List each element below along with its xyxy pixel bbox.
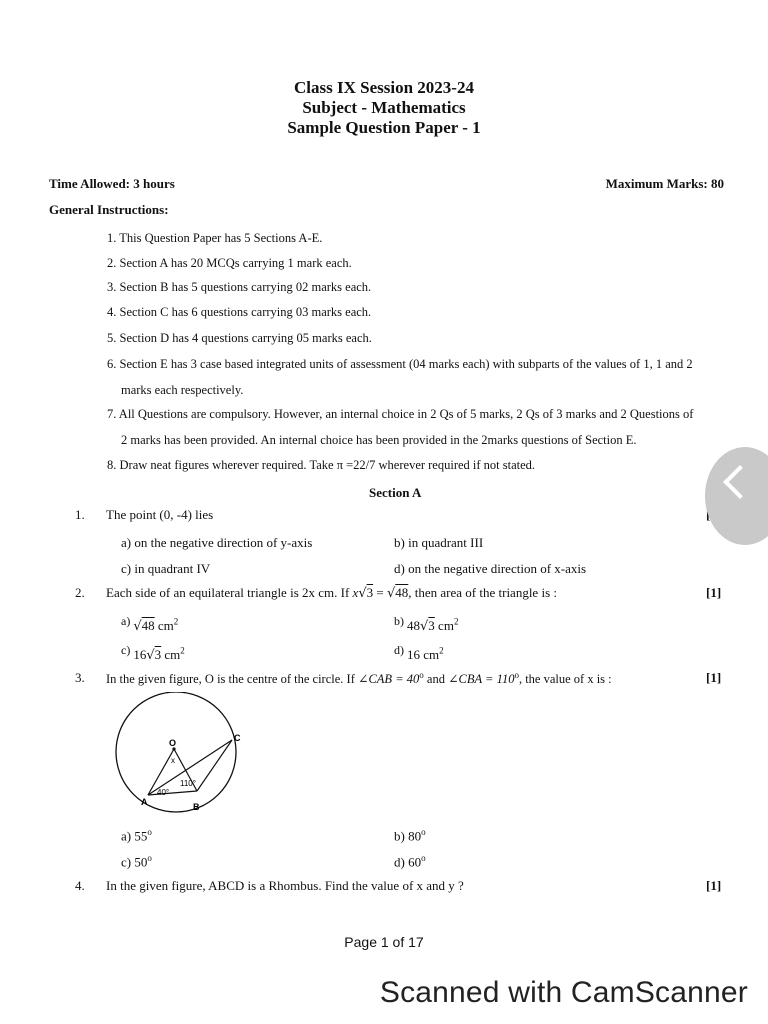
question-number: 4. [75,878,85,893]
maximum-marks: Maximum Marks: 80 [605,176,724,191]
time-allowed: Time Allowed: 3 hours [49,176,175,191]
question-text-pre: Each side of an equilateral triangle is 2x cm. If [106,585,350,600]
option-label: b) [394,614,404,628]
option-label: c) [121,643,131,657]
unit: cm [423,647,440,662]
question-marks: [1] [706,670,722,685]
label-angle-110: 110° [180,779,196,788]
option-a [121,614,178,634]
option-c: c) in quadrant IV [121,561,211,576]
unit: cm [438,618,454,633]
question-text [106,585,557,601]
instruction-item: 6. Section E has 3 case based integrated units of assessment (04 marks each) with subparts of the values of 1, 1 and 2 [107,357,693,371]
option-b: b) in quadrant III [394,535,484,550]
option-text: a) 55 [121,828,148,844]
exponent: 2 [453,616,459,627]
option-text: c) 50 [121,854,148,870]
degree-mark: o [421,827,426,837]
question-text: The point (0, -4) lies [106,507,214,522]
question-text-pre: In the given figure, O is the centre of the circle. If [106,672,355,687]
instruction-item-continued: marks each respectively. [121,383,244,397]
label-a: A [141,797,148,807]
unit: cm [164,647,181,662]
option-c [121,643,185,663]
label-c: C [234,733,241,743]
paper-class-session: Class IX Session 2023-24 [294,78,474,97]
question-marks: [1] [706,585,722,600]
degree-mark: o [147,827,152,837]
exponent: 2 [439,645,444,656]
section-heading: Section A [369,485,422,500]
option-c [121,853,152,870]
circle-figure [108,692,248,817]
radicand: 48 [141,618,155,633]
radicand: 3 [366,585,374,600]
angle-cab: ∠CAB = 40 [357,672,420,687]
question-text: In the given figure, ABCD is a Rhombus. Find the value of x and y ? [106,878,464,893]
paper-title: Sample Question Paper - 1 [287,118,481,137]
sqrt-symbol: √ [146,648,155,663]
conjunction: and [426,672,445,687]
option-label: a) [121,614,131,628]
instruction-item: 3. Section B has 5 questions carrying 02 marks each. [107,280,372,294]
option-text: b) 80 [394,828,422,844]
sqrt-symbol: √ [133,619,142,634]
radicand: 3 [428,618,435,633]
degree-mark: o [421,853,426,863]
general-instructions-heading: General Instructions: [49,202,169,217]
question-text-post: , then area of the triangle is : [408,585,557,600]
segment-ab [148,791,197,795]
question-marks: [1] [706,878,722,893]
degree-mark: o [147,853,152,863]
coefficient: 48 [407,618,420,633]
sqrt-symbol: √ [358,586,367,601]
option-a [121,827,152,844]
scanner-watermark: Scanned with CamScanner [379,976,748,1009]
instruction-item: 7. All Questions are compulsory. However, an internal choice in 2 Qs of 5 marks, 2 Qs of 3 marks and 2 Questions of [107,407,694,421]
variable-x: x [352,585,359,600]
question-text-post: , the value of x is : [518,672,612,687]
angle-cba: ∠CBA = 110 [448,672,515,687]
question-number: 1. [75,507,85,522]
exponent: 2 [173,616,179,627]
instruction-item: 1. This Question Paper has 5 Sections A-E. [107,231,323,245]
instruction-item-continued: 2 marks has been provided. An internal choice has been provided in the 2marks questions of Section E. [121,433,637,447]
option-b [394,614,458,634]
instruction-item: 8. Draw neat figures wherever required. Take π =22/7 wherever required if not stated. [107,458,536,472]
question-number: 3. [75,670,85,685]
paper-subject: Subject - Mathematics [302,98,466,117]
degree-mark: o [514,670,519,680]
equals-sign: = [376,585,384,600]
instruction-item: 4. Section C has 6 questions carrying 03 marks each. [107,305,372,319]
radicand: 48 [395,585,409,600]
option-b [394,827,426,844]
question-number: 2. [75,585,85,600]
radicand: 3 [154,647,162,662]
label-b: B [193,802,200,812]
unit: cm [157,618,174,633]
exponent: 2 [180,645,185,656]
option-d [394,643,444,663]
option-d [394,853,426,870]
sqrt-symbol: √ [420,619,429,634]
value: 16 [407,647,420,662]
label-x: x [171,756,175,765]
label-angle-40: 40° [157,788,170,797]
label-o: O [169,738,177,748]
degree-mark: o [419,670,424,680]
coefficient: 16 [133,647,147,662]
page-number: Page 1 of 17 [344,934,424,950]
option-d: d) on the negative direction of x-axis [394,561,587,576]
instruction-item: 5. Section D has 4 questions carrying 05 marks each. [107,331,372,345]
instruction-item: 2. Section A has 20 MCQs carrying 1 mark each. [107,256,352,270]
option-a: a) on the negative direction of y-axis [121,535,313,550]
sqrt-symbol: √ [386,586,396,601]
question-text [106,670,612,687]
option-label: d) [394,643,404,657]
option-text: d) 60 [394,854,422,870]
